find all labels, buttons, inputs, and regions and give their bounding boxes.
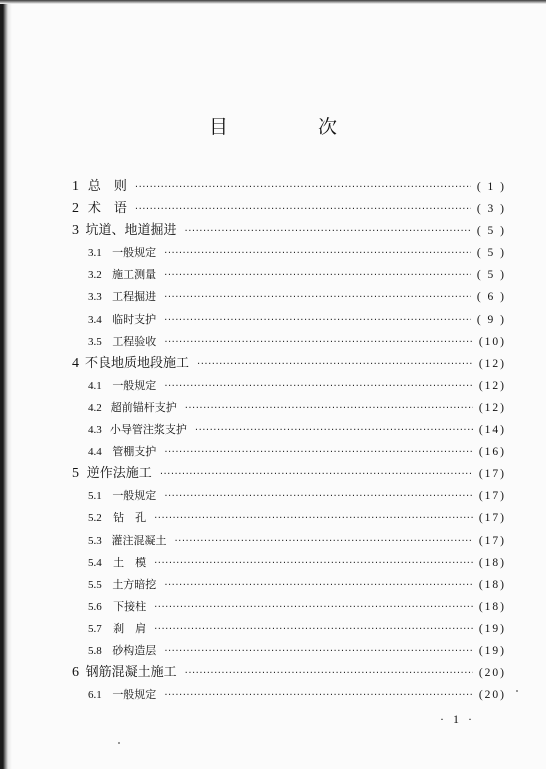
- toc-chapter-entry: [72, 662, 506, 684]
- toc-entry-page: (14): [478, 424, 506, 437]
- toc-section-entry: [72, 286, 506, 308]
- toc-entry-page: ( 1 ): [476, 181, 506, 193]
- toc-section-entry: [72, 530, 506, 552]
- toc-entry-title: 超前锚杆支护: [110, 400, 177, 414]
- toc-dot-leader: [154, 508, 473, 530]
- toc-entry-title: 土方暗挖: [112, 577, 157, 591]
- toc-entry-page: ( 5 ): [476, 225, 506, 238]
- toc-entry-title: 钢筋混凝土施工: [85, 665, 177, 681]
- toc-dot-leader: [135, 199, 471, 221]
- toc-entry-number: 3.3: [88, 291, 102, 304]
- toc-entry-number: 5.4: [88, 556, 102, 569]
- toc-section-entry: [72, 485, 506, 507]
- toc-entry-number: 1: [72, 179, 79, 194]
- toc-entry-title: 术 语: [87, 201, 127, 217]
- toc-entry-title: 钻 孔: [113, 511, 147, 525]
- toc-chapter-entry: [72, 176, 506, 198]
- table-of-contents: [72, 176, 506, 706]
- toc-dot-leader: [164, 442, 473, 464]
- toc-chapter-entry: [72, 463, 506, 485]
- toc-chapter-entry: [72, 353, 506, 375]
- toc-dot-leader: [195, 420, 473, 442]
- toc-section-entry: [72, 574, 506, 596]
- toc-entry-number: 4: [72, 355, 79, 371]
- toc-entry-number: 5.8: [88, 644, 102, 657]
- toc-entry-title: 小导管注浆支护: [109, 423, 187, 437]
- toc-entry-page: (12): [478, 357, 506, 370]
- toc-entry-number: 4.3: [88, 424, 102, 437]
- toc-dot-leader: [164, 310, 471, 332]
- toc-entry-title: 工程验收: [112, 334, 157, 348]
- toc-entry-page: (19): [478, 622, 506, 635]
- toc-entry-page: (12): [478, 379, 506, 392]
- toc-dot-leader: [164, 376, 473, 398]
- scan-top-edge: [0, 0, 546, 4]
- toc-entry-title: 土 模: [113, 555, 147, 569]
- toc-entry-page: (18): [478, 578, 506, 591]
- toc-entry-page: ( 3 ): [476, 203, 506, 216]
- toc-entry-title: 一般规定: [112, 378, 157, 392]
- toc-entry-number: 3.4: [88, 313, 102, 326]
- toc-section-entry: [72, 507, 506, 529]
- toc-entry-title: 砂构造层: [112, 643, 157, 657]
- toc-entry-page: ( 6 ): [476, 291, 506, 304]
- toc-entry-page: (10): [478, 335, 506, 348]
- toc-chapter-entry: [72, 198, 506, 220]
- toc-dot-leader: [185, 221, 471, 243]
- toc-section-entry: [72, 640, 506, 662]
- toc-section-entry: [72, 375, 506, 397]
- toc-section-entry: [72, 684, 506, 706]
- toc-entry-number: 4.1: [88, 379, 102, 392]
- toc-entry-number: 6.1: [88, 689, 102, 702]
- toc-dot-leader: [164, 486, 473, 508]
- toc-entry-title: 一般规定: [112, 688, 157, 702]
- toc-entry-page: ( 5 ): [476, 269, 506, 282]
- toc-entry-title: 管棚支护: [112, 445, 157, 459]
- toc-entry-number: 2: [72, 201, 79, 217]
- toc-entry-title: 不良地质地段施工: [85, 355, 190, 371]
- toc-entry-page: (18): [478, 600, 506, 613]
- toc-section-entry: [72, 618, 506, 640]
- toc-entry-number: 5: [72, 466, 79, 482]
- toc-entry-number: 5.2: [88, 512, 102, 525]
- toc-dot-leader: [164, 243, 471, 265]
- toc-entry-page: (17): [478, 534, 506, 547]
- scan-speck: [118, 742, 120, 744]
- toc-dot-leader: [154, 597, 473, 619]
- toc-entry-page: (18): [478, 556, 506, 569]
- toc-entry-title: 工程掘进: [112, 290, 157, 304]
- toc-entry-page: (17): [478, 512, 506, 525]
- toc-entry-title: 刹 肩: [113, 621, 147, 635]
- toc-entry-title: 一般规定: [112, 489, 157, 503]
- toc-entry-title: 逆作法施工: [86, 466, 152, 482]
- toc-dot-leader: [175, 531, 473, 553]
- toc-entry-number: 6: [72, 665, 79, 681]
- toc-entry-number: 3.5: [88, 335, 102, 348]
- toc-section-entry: [72, 397, 506, 419]
- toc-dot-leader: [135, 177, 471, 199]
- toc-entry-number: 4.4: [88, 446, 102, 459]
- toc-entry-page: (17): [478, 468, 506, 481]
- toc-entry-number: 5.3: [88, 534, 102, 547]
- toc-entry-title: 临时支护: [112, 312, 157, 326]
- page-number: · 1 ·: [440, 712, 475, 726]
- toc-dot-leader: [164, 641, 473, 663]
- toc-dot-leader: [164, 685, 473, 707]
- toc-entry-number: 5.6: [88, 600, 102, 613]
- toc-entry-title: 一般规定: [112, 246, 157, 260]
- toc-dot-leader: [164, 575, 473, 597]
- toc-section-entry: [72, 331, 506, 353]
- toc-entry-title: 坑道、地道掘进: [85, 223, 177, 239]
- toc-dot-leader: [164, 265, 471, 287]
- toc-entry-title: 施工测量: [112, 268, 157, 282]
- toc-dot-leader: [154, 619, 473, 641]
- toc-entry-page: (17): [478, 490, 506, 503]
- toc-dot-leader: [185, 663, 473, 685]
- toc-section-entry: [72, 419, 506, 441]
- toc-entry-page: ( 9 ): [476, 313, 506, 326]
- toc-entry-page: (20): [478, 667, 506, 680]
- toc-section-entry: [72, 309, 506, 331]
- toc-dot-leader: [197, 354, 473, 376]
- toc-section-entry: [72, 596, 506, 618]
- toc-dot-leader: [160, 464, 473, 486]
- toc-entry-number: 3.1: [88, 247, 102, 260]
- toc-dot-leader: [154, 553, 473, 575]
- toc-entry-title: 下接柱: [113, 599, 147, 613]
- toc-entry-number: 4.2: [88, 401, 102, 414]
- toc-entry-title: 灌注混凝土: [111, 533, 167, 547]
- toc-entry-page: (12): [478, 401, 506, 414]
- toc-entry-page: (16): [478, 446, 506, 459]
- toc-chapter-entry: [72, 220, 506, 242]
- toc-entry-title: 总 则: [87, 179, 127, 194]
- toc-section-entry: [72, 242, 506, 264]
- toc-section-entry: [72, 441, 506, 463]
- toc-section-entry: [72, 264, 506, 286]
- scan-speck: [516, 690, 518, 692]
- toc-entry-number: 3.2: [88, 269, 102, 282]
- toc-dot-leader: [185, 398, 473, 420]
- page-title: 目 次: [208, 116, 380, 138]
- toc-entry-number: 3: [72, 223, 79, 239]
- toc-entry-page: ( 5 ): [476, 247, 506, 260]
- toc-dot-leader: [164, 287, 471, 309]
- toc-entry-number: 5.5: [88, 578, 102, 591]
- toc-dot-leader: [164, 332, 473, 354]
- toc-entry-number: 5.1: [88, 490, 102, 503]
- toc-entry-number: 5.7: [88, 622, 102, 635]
- toc-entry-page: (19): [478, 644, 506, 657]
- toc-entry-page: (20): [478, 689, 506, 702]
- toc-section-entry: [72, 552, 506, 574]
